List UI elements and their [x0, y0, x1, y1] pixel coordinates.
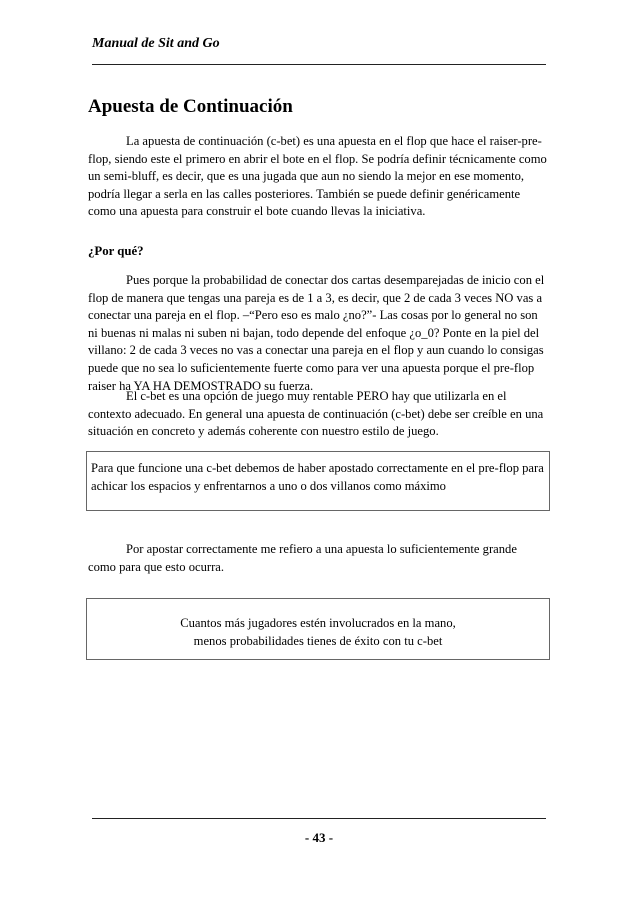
apostar-paragraph: Por apostar correctamente me refiero a una apuesta lo suficientemente grande como para que esto ocurra. [88, 542, 517, 574]
callout-box-preflop [86, 451, 550, 511]
running-header: Manual de Sit and Go [92, 36, 220, 51]
intro-paragraph: La apuesta de continuación (c-bet) es una apuesta en el flop que hace el raiser-pre-flop, siendo este el primero en abrir el bote en el flop. Se podría definir técnicamente como un semi-bluff, es decir, que es una jugada que aun no siendo la mejor en ese momento, podría llegar a serla en las calles posteriores. También se puede definir genéricamente como una apuesta para construir el bote cuando llevas la iniciativa. [88, 134, 547, 219]
why-heading: ¿Por qué? [88, 244, 144, 258]
callout-players-line2: menos probabilidades tienes de éxito con tu c-bet [193, 633, 443, 648]
footer-rule [92, 818, 546, 819]
callout-preflop-text: Para que funcione una c-bet debemos de haber apostado correctamente en el pre-flop para achicar los espacios y enfrentarnos a uno o dos villanos como máximo [91, 461, 544, 493]
why-paragraph: Pues porque la probabilidad de conectar dos cartas desemparejadas de inicio con el flop de manera que tengas una pareja es de 1 a 3, es decir, que 2 de cada 3 veces NO vas a conectar una pareja en el flop. –“Pero eso es malo ¿no?”- Las cosas por lo general no son ni buenas ni malas ni suben ni bajan, todo depende del enfoque ¿o_0? Ponte en la piel del villano: 2 de cada 3 veces no vas a conectar una pareja en el flop y aun cuando lo consigas puede que no sea lo suficientemente fuerte como para ver una apuesta porque el pre-flop raiser ha YA HA DEMOSTRADO su fuerza. [88, 273, 545, 393]
callout-box-players [86, 598, 550, 660]
header-rule [92, 64, 546, 65]
callout-players-line1: Cuantos más jugadores estén involucrados en la mano, [180, 616, 456, 630]
section-title: Apuesta de Continuación [88, 96, 293, 117]
page-number: - 43 - [304, 830, 334, 845]
cbet-paragraph: El c-bet es una opción de juego muy rentable PERO hay que utilizarla en el contexto adecuado. En general una apuesta de continuación (c-bet) debe ser creíble en una situación en concreto y además coherente con nuestro estilo de juego. [88, 389, 544, 439]
